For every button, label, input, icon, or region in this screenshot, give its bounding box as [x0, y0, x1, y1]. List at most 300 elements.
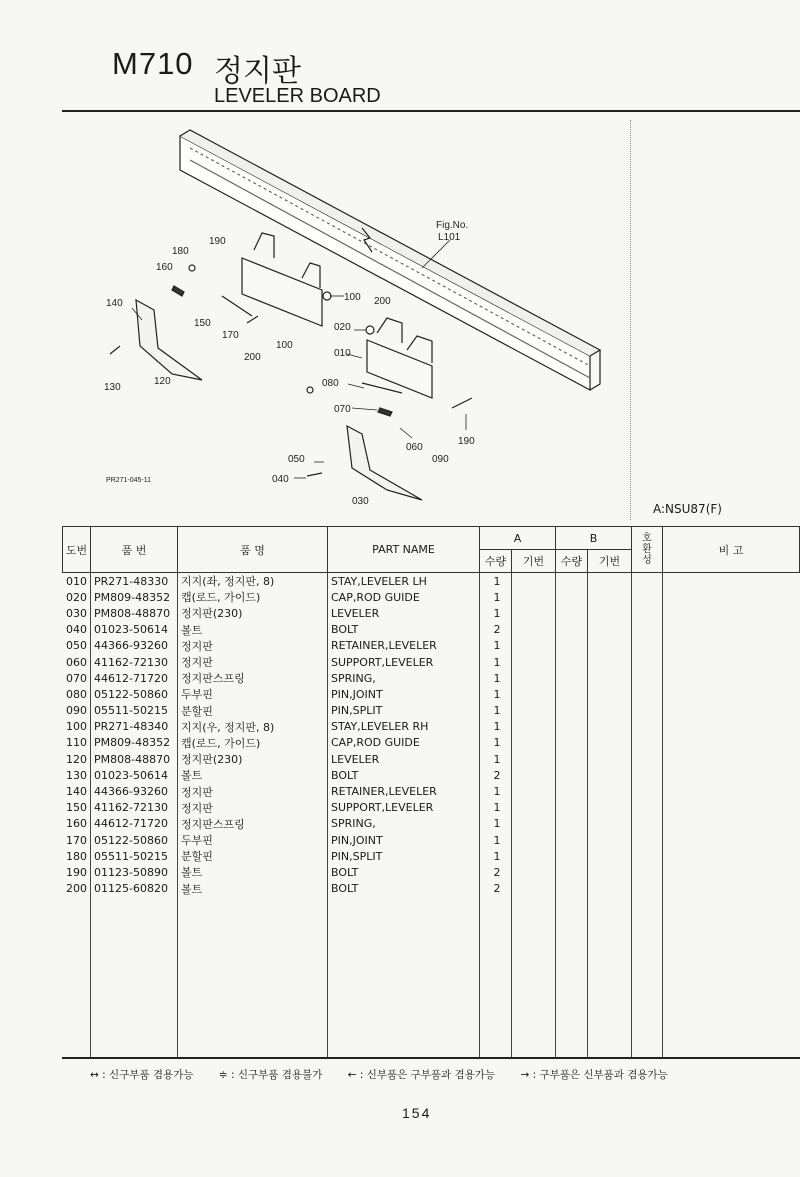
row-part-no: 01023-50614: [91, 622, 178, 638]
row-name-ko: 두부핀: [178, 686, 328, 702]
row-qty-b: [556, 686, 588, 702]
empty-cell: [91, 929, 178, 945]
empty-cell: [663, 913, 800, 929]
empty-cell: [632, 1026, 663, 1042]
callout: 040: [272, 474, 289, 485]
row-remarks: [663, 783, 800, 799]
row-interchange: [632, 800, 663, 816]
empty-cell: [328, 929, 480, 945]
row-base-a: [512, 783, 556, 799]
row-base-b: [588, 686, 632, 702]
empty-cell: [512, 978, 556, 994]
row-part-no: 44366-93260: [91, 638, 178, 654]
empty-cell: [480, 1026, 512, 1042]
row-interchange: [632, 881, 663, 897]
empty-cell: [588, 945, 632, 961]
empty-cell: [632, 897, 663, 913]
row-part-no: 44612-71720: [91, 670, 178, 686]
row-part-name: BOLT: [328, 767, 480, 783]
callout: 200: [244, 352, 261, 363]
callout: 100: [276, 340, 293, 351]
row-base-b: [588, 589, 632, 605]
row-qty-a: 2: [480, 767, 512, 783]
callout: 050: [288, 454, 305, 465]
empty-row: [63, 978, 800, 994]
empty-cell: [480, 929, 512, 945]
row-interchange: [632, 864, 663, 880]
empty-cell: [63, 1010, 91, 1026]
empty-cell: [588, 1026, 632, 1042]
callout: 100: [344, 292, 361, 303]
row-no: 130: [66, 768, 87, 782]
empty-cell: [91, 1026, 178, 1042]
row-base-b: [588, 881, 632, 897]
row-qty-a: 1: [480, 686, 512, 702]
row-part-no: 44612-71720: [91, 816, 178, 832]
fig-ref-label: Fig.No.: [436, 220, 469, 231]
row-base-b: [588, 703, 632, 719]
row-name-ko: 지지(좌, 정지판, 8): [178, 573, 328, 590]
row-qty-b: [556, 816, 588, 832]
empty-cell: [328, 945, 480, 961]
row-qty-a: 2: [480, 622, 512, 638]
row-no: 080: [66, 687, 87, 701]
empty-cell: [556, 978, 588, 994]
table-row: [63, 816, 800, 832]
callout: 010: [334, 348, 351, 359]
leveler-left: [136, 300, 202, 380]
exploded-parts-diagram: [62, 118, 630, 507]
table-row: [63, 832, 800, 848]
empty-cell: [663, 962, 800, 978]
row-part-no: 05122-50860: [91, 686, 178, 702]
empty-cell: [91, 897, 178, 913]
empty-cell: [480, 897, 512, 913]
row-qty-a: 1: [480, 735, 512, 751]
row-name-ko: 정지판(230): [178, 605, 328, 621]
empty-cell: [328, 978, 480, 994]
empty-cell: [556, 1010, 588, 1026]
empty-cell: [588, 1010, 632, 1026]
row-base-a: [512, 816, 556, 832]
row-qty-b: [556, 654, 588, 670]
callout: 090: [432, 454, 449, 465]
row-interchange: [632, 832, 663, 848]
empty-cell: [632, 1010, 663, 1026]
header-group-a: A: [480, 527, 556, 550]
row-remarks: [663, 832, 800, 848]
row-base-b: [588, 622, 632, 638]
row-base-b: [588, 735, 632, 751]
empty-cell: [663, 929, 800, 945]
row-qty-a: 1: [480, 703, 512, 719]
row-qty-a: 1: [480, 670, 512, 686]
row-interchange: [632, 605, 663, 621]
empty-cell: [63, 978, 91, 994]
row-no: 180: [66, 849, 87, 863]
row-base-b: [588, 783, 632, 799]
empty-cell: [178, 945, 328, 961]
row-remarks: [663, 622, 800, 638]
row-part-name: PIN,JOINT: [328, 832, 480, 848]
row-interchange: [632, 767, 663, 783]
row-base-b: [588, 670, 632, 686]
empty-cell: [512, 962, 556, 978]
empty-cell: [512, 1026, 556, 1042]
table-row: [63, 719, 800, 735]
callout: 190: [458, 436, 475, 447]
empty-cell: [663, 1010, 800, 1026]
empty-cell: [556, 962, 588, 978]
empty-cell: [91, 945, 178, 961]
empty-cell: [632, 962, 663, 978]
row-no: 060: [66, 655, 87, 669]
empty-row: [63, 1010, 800, 1026]
row-name-ko: 정지판스프링: [178, 670, 328, 686]
row-no: 190: [66, 865, 87, 879]
drawing-code: PR271-045-11: [106, 477, 152, 484]
row-remarks: [663, 638, 800, 654]
row-remarks: [663, 800, 800, 816]
empty-cell: [663, 897, 800, 913]
row-remarks: [663, 848, 800, 864]
row-part-name: PIN,JOINT: [328, 686, 480, 702]
row-no: 150: [66, 801, 87, 815]
row-base-a: [512, 622, 556, 638]
row-interchange: [632, 638, 663, 654]
empty-row: [63, 962, 800, 978]
legend-item: ≑ : 신구부품 겸용불가: [218, 1069, 323, 1081]
empty-cell: [63, 1026, 91, 1042]
row-part-no: 05122-50860: [91, 832, 178, 848]
empty-cell: [178, 994, 328, 1010]
row-base-a: [512, 719, 556, 735]
page-title-korean: 정지판: [214, 54, 301, 89]
empty-cell: [556, 913, 588, 929]
row-part-name: LEVELER: [328, 751, 480, 767]
empty-cell: [588, 962, 632, 978]
empty-row: [63, 945, 800, 961]
empty-cell: [556, 929, 588, 945]
row-qty-a: 1: [480, 783, 512, 799]
row-base-a: [512, 751, 556, 767]
table-row: [63, 751, 800, 767]
empty-cell: [63, 994, 91, 1010]
empty-cell: [480, 962, 512, 978]
row-no: 040: [66, 623, 87, 637]
row-base-a: [512, 638, 556, 654]
parts-table: [62, 526, 800, 1059]
row-part-no: 05511-50215: [91, 848, 178, 864]
row-part-name: STAY,LEVELER RH: [328, 719, 480, 735]
row-base-a: [512, 832, 556, 848]
row-qty-a: 1: [480, 573, 512, 590]
model-title: M710: [112, 46, 194, 81]
empty-cell: [663, 978, 800, 994]
row-remarks: [663, 751, 800, 767]
row-no: 090: [66, 704, 87, 718]
empty-cell: [588, 897, 632, 913]
header-part-name: PART NAME: [328, 527, 480, 573]
row-interchange: [632, 816, 663, 832]
empty-cell: [512, 1010, 556, 1026]
row-qty-b: [556, 832, 588, 848]
header-base-b: 기번: [588, 550, 632, 573]
legend-item: ↔ : 신구부품 겸용가능: [90, 1069, 194, 1081]
row-qty-a: 1: [480, 719, 512, 735]
row-name-ko: 정지판스프링: [178, 816, 328, 832]
row-no: 050: [66, 639, 87, 653]
empty-row: [63, 1026, 800, 1042]
empty-cell: [328, 897, 480, 913]
row-base-b: [588, 605, 632, 621]
row-base-a: [512, 735, 556, 751]
empty-cell: [178, 897, 328, 913]
row-base-b: [588, 816, 632, 832]
table-row: [63, 800, 800, 816]
row-no: 160: [66, 817, 87, 831]
row-qty-a: 1: [480, 751, 512, 767]
row-qty-b: [556, 703, 588, 719]
row-interchange: [632, 686, 663, 702]
row-base-b: [588, 573, 632, 590]
row-name-ko: 정지판: [178, 654, 328, 670]
callout: 160: [156, 262, 173, 273]
row-qty-b: [556, 573, 588, 590]
table-row: [63, 654, 800, 670]
empty-cell: [632, 994, 663, 1010]
row-interchange: [632, 719, 663, 735]
callout: 060: [406, 442, 423, 453]
diagram-divider: [630, 120, 631, 520]
empty-cell: [480, 945, 512, 961]
row-qty-a: 1: [480, 832, 512, 848]
row-base-b: [588, 719, 632, 735]
row-interchange: [632, 735, 663, 751]
stay-rh: [367, 340, 432, 398]
row-qty-b: [556, 735, 588, 751]
empty-cell: [63, 945, 91, 961]
row-interchange: [632, 670, 663, 686]
row-remarks: [663, 816, 800, 832]
row-name-ko: 정지판: [178, 800, 328, 816]
row-part-name: STAY,LEVELER LH: [328, 573, 480, 590]
row-qty-a: 1: [480, 800, 512, 816]
table-row: [63, 767, 800, 783]
row-part-no: 41162-72130: [91, 800, 178, 816]
empty-cell: [632, 945, 663, 961]
row-no: 200: [66, 882, 87, 896]
header-remarks: 비 고: [663, 527, 800, 573]
row-qty-b: [556, 719, 588, 735]
row-qty-b: [556, 605, 588, 621]
row-name-ko: 캡(로드, 가이드): [178, 589, 328, 605]
row-qty-a: 2: [480, 881, 512, 897]
row-base-a: [512, 703, 556, 719]
empty-cell: [178, 978, 328, 994]
row-part-name: SUPPORT,LEVELER: [328, 800, 480, 816]
row-part-no: PM808-48870: [91, 751, 178, 767]
table-row: [63, 589, 800, 605]
row-qty-a: 1: [480, 605, 512, 621]
empty-cell: [480, 978, 512, 994]
empty-cell: [512, 897, 556, 913]
row-base-b: [588, 832, 632, 848]
row-part-no: PR271-48330: [91, 573, 178, 590]
row-no: 100: [66, 720, 87, 734]
row-interchange: [632, 848, 663, 864]
header-group-b: B: [556, 527, 632, 550]
row-name-ko: 정지판(230): [178, 751, 328, 767]
empty-cell: [63, 929, 91, 945]
table-row: [63, 638, 800, 654]
row-name-ko: 캡(로드, 가이드): [178, 735, 328, 751]
empty-row: [63, 897, 800, 913]
row-name-ko: 정지판: [178, 638, 328, 654]
callout: 140: [106, 298, 123, 309]
empty-cell: [63, 897, 91, 913]
fig-ref-number: L101: [438, 232, 461, 243]
empty-cell: [328, 962, 480, 978]
row-qty-a: 1: [480, 816, 512, 832]
row-no: 120: [66, 752, 87, 766]
empty-cell: [63, 913, 91, 929]
row-interchange: [632, 751, 663, 767]
row-name-ko: 분할핀: [178, 848, 328, 864]
row-base-b: [588, 654, 632, 670]
row-part-name: RETAINER,LEVELER: [328, 783, 480, 799]
row-name-ko: 볼트: [178, 767, 328, 783]
row-qty-b: [556, 767, 588, 783]
legend-item: → : 구부품은 신부품과 겸용가능: [520, 1069, 668, 1081]
empty-cell: [91, 913, 178, 929]
callout: 130: [104, 382, 121, 393]
empty-cell: [512, 929, 556, 945]
footer-rule: [62, 1057, 800, 1059]
row-qty-b: [556, 800, 588, 816]
row-base-b: [588, 864, 632, 880]
legend-item: ← : 신부품은 구부품과 겸용가능: [347, 1069, 496, 1081]
row-interchange: [632, 589, 663, 605]
table-row: [63, 848, 800, 864]
empty-cell: [632, 978, 663, 994]
row-qty-b: [556, 881, 588, 897]
row-name-ko: 분할핀: [178, 703, 328, 719]
row-base-a: [512, 589, 556, 605]
row-name-ko: 지지(우, 정지판, 8): [178, 719, 328, 735]
header-base-a: 기번: [512, 550, 556, 573]
table-row: [63, 573, 800, 590]
table-row: [63, 783, 800, 799]
row-part-no: 05511-50215: [91, 703, 178, 719]
table-row: [63, 735, 800, 751]
row-no: 170: [66, 833, 87, 847]
empty-row: [63, 913, 800, 929]
callout: 200: [374, 296, 391, 307]
header-name-ko: 품 명: [178, 527, 328, 573]
row-base-b: [588, 638, 632, 654]
callout: 180: [172, 246, 189, 257]
row-part-name: BOLT: [328, 622, 480, 638]
row-part-no: PM809-48352: [91, 735, 178, 751]
row-remarks: [663, 719, 800, 735]
row-remarks: [663, 654, 800, 670]
row-base-a: [512, 670, 556, 686]
empty-cell: [663, 1026, 800, 1042]
row-base-a: [512, 881, 556, 897]
row-no: 030: [66, 606, 87, 620]
callout: 080: [322, 378, 339, 389]
row-no: 020: [66, 590, 87, 604]
row-part-no: 01125-60820: [91, 881, 178, 897]
empty-cell: [663, 994, 800, 1010]
row-base-a: [512, 800, 556, 816]
row-part-no: 41162-72130: [91, 654, 178, 670]
callout: 120: [154, 376, 171, 387]
row-qty-a: 1: [480, 848, 512, 864]
row-base-a: [512, 654, 556, 670]
empty-cell: [480, 913, 512, 929]
row-base-b: [588, 751, 632, 767]
callout: 190: [209, 236, 226, 247]
callout: 170: [222, 330, 239, 341]
row-interchange: [632, 783, 663, 799]
header-rule: [62, 110, 800, 112]
empty-cell: [588, 994, 632, 1010]
empty-row: [63, 994, 800, 1010]
empty-cell: [556, 945, 588, 961]
row-part-name: LEVELER: [328, 605, 480, 621]
row-name-ko: 볼트: [178, 881, 328, 897]
row-remarks: [663, 573, 800, 590]
row-part-name: RETAINER,LEVELER: [328, 638, 480, 654]
row-qty-b: [556, 638, 588, 654]
header-qty-a: 수량: [480, 550, 512, 573]
row-qty-a: 1: [480, 654, 512, 670]
row-name-ko: 볼트: [178, 864, 328, 880]
page-title-english: LEVELER BOARD: [214, 85, 381, 107]
row-part-name: BOLT: [328, 864, 480, 880]
row-qty-b: [556, 751, 588, 767]
row-remarks: [663, 605, 800, 621]
row-interchange: [632, 573, 663, 590]
row-part-no: 01123-50890: [91, 864, 178, 880]
header-no: 도번: [63, 527, 91, 573]
row-part-name: BOLT: [328, 881, 480, 897]
stay-lh: [242, 258, 322, 326]
row-base-a: [512, 767, 556, 783]
callout: 020: [334, 322, 351, 333]
row-remarks: [663, 864, 800, 880]
row-part-name: CAP,ROD GUIDE: [328, 735, 480, 751]
table-row: [63, 622, 800, 638]
table-row: [63, 670, 800, 686]
empty-cell: [178, 929, 328, 945]
table-row: [63, 881, 800, 897]
model-code: A:NSU87(F): [653, 502, 722, 516]
empty-cell: [588, 929, 632, 945]
row-no: 010: [66, 574, 87, 588]
row-qty-a: 2: [480, 864, 512, 880]
row-part-no: PR271-48340: [91, 719, 178, 735]
table-row: [63, 686, 800, 702]
callout: 070: [334, 404, 351, 415]
empty-cell: [178, 1010, 328, 1026]
row-name-ko: 두부핀: [178, 832, 328, 848]
empty-cell: [480, 1010, 512, 1026]
row-no: 110: [66, 736, 87, 750]
row-remarks: [663, 735, 800, 751]
